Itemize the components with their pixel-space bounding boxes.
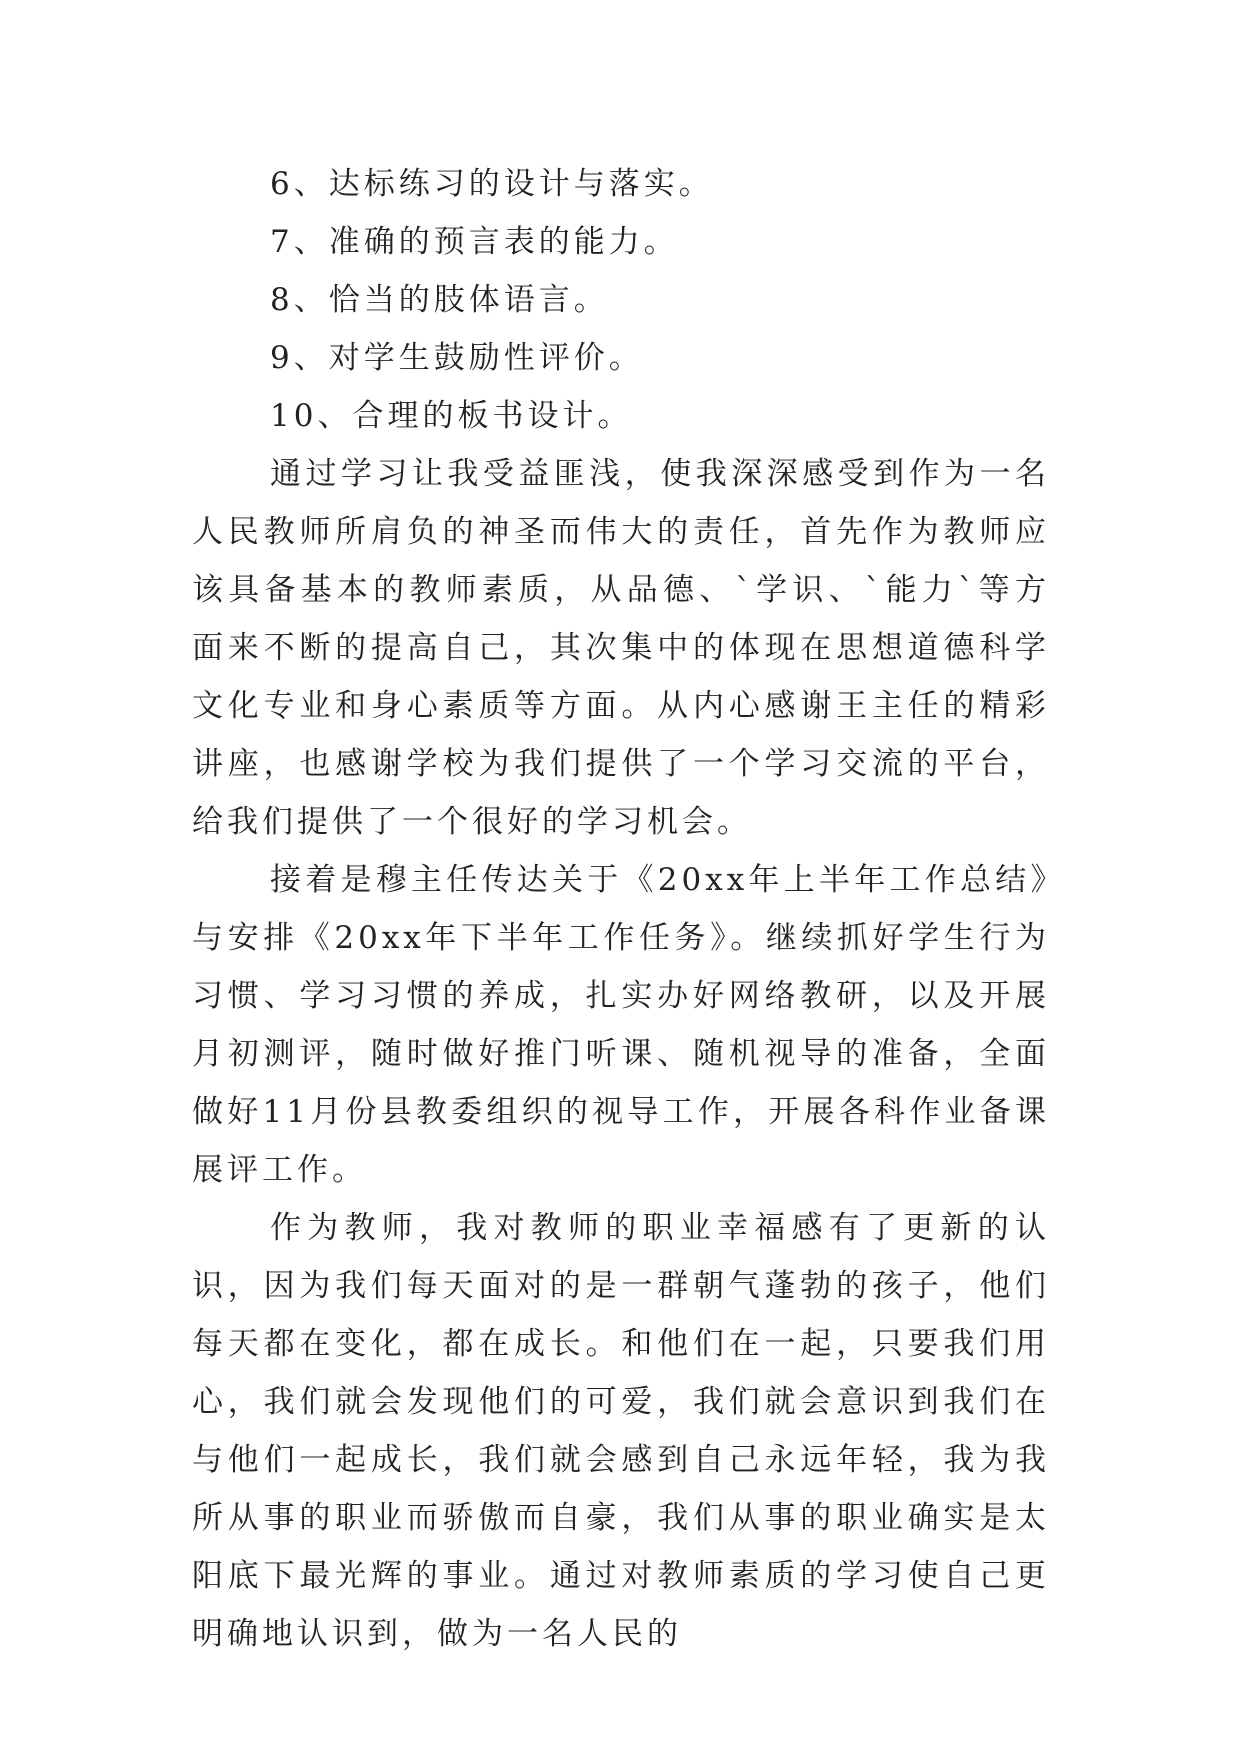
list-item: 6、达标练习的设计与落实。 xyxy=(270,166,714,202)
list-item: 7、准确的预言表的能力。 xyxy=(270,224,679,260)
list-item: 10、合理的板书设计。 xyxy=(270,398,633,434)
paragraph: 接着是穆主任传达关于《20xx年上半年工作总结》与安排《20xx年下半年工作任务》。继续抓好学生行为习惯、学习习惯的养成，扎实办好网络教研，以及开展月初测评，随时做好推门听课、随机视导的准备，全面做好11月份县教委组织的视导工作，开展各科作业备课展评工作。 xyxy=(192,862,1050,1188)
paragraph: 通过学习让我受益匪浅，使我深深感受到作为一名人民教师所肩负的神圣而伟大的责任，首先作为教师应该具备基本的教师素质，从品德、`学识、`能力`等方面来不断的提高自己，其次集中的体现在思想道德科学文化专业和身心素质等方面。从内心感谢王主任的精彩讲座，也感谢学校为我们提供了一个学习交流的平台，给我们提供了一个很好的学习机会。 xyxy=(192,456,1050,840)
document-body xyxy=(192,155,1050,1663)
list-item: 8、恰当的肢体语言。 xyxy=(270,282,609,318)
list-item: 9、对学生鼓励性评价。 xyxy=(270,340,644,376)
paragraph: 作为教师，我对教师的职业幸福感有了更新的认识，因为我们每天面对的是一群朝气蓬勃的孩子，他们每天都在变化，都在成长。和他们在一起，只要我们用心，我们就会发现他们的可爱，我们就会意识到我们在与他们一起成长，我们就会感到自己永远年轻，我为我所从事的职业而骄傲而自豪，我们从事的职业确实是太阳底下最光辉的事业。通过对教师素质的学习使自己更明确地认识到，做为一名人民的 xyxy=(192,1210,1050,1652)
